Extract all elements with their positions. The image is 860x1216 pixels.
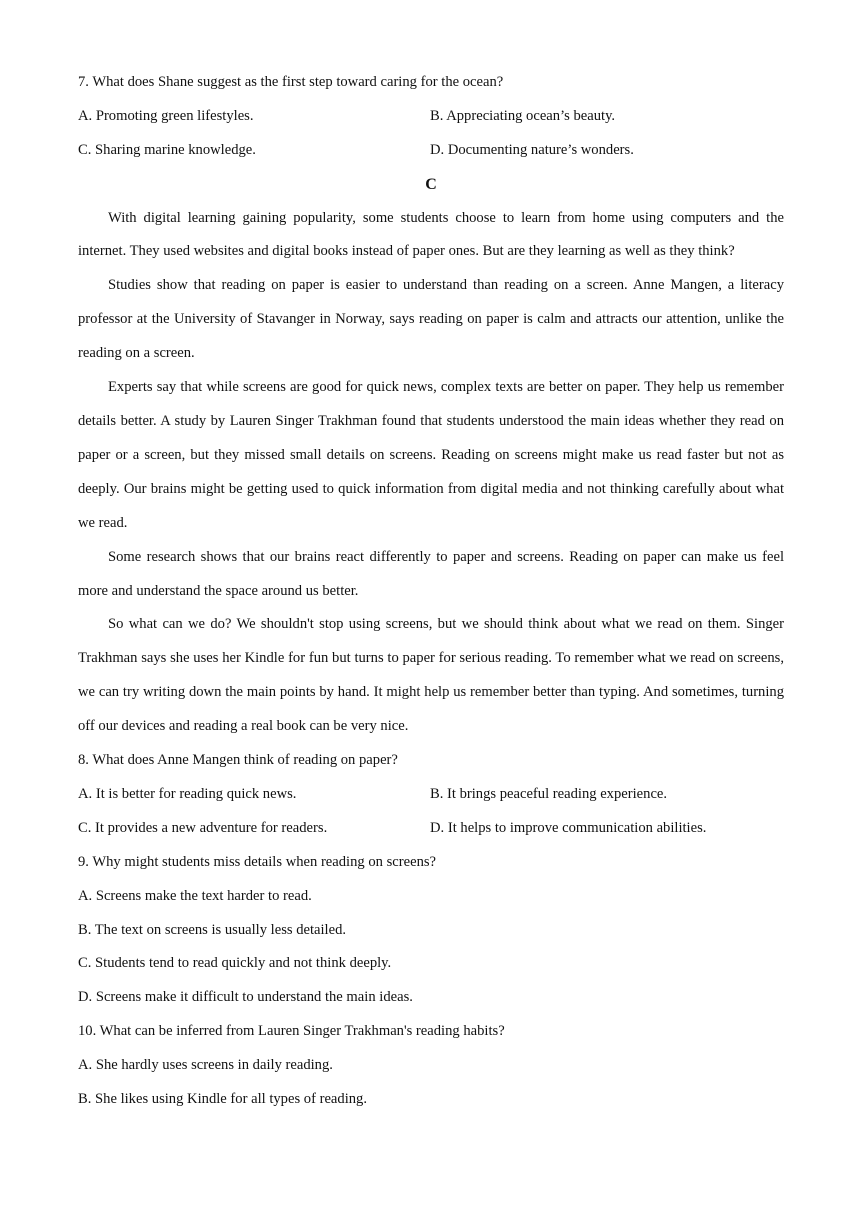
question-7-option-d: D. Documenting nature’s wonders. (430, 141, 634, 158)
question-8-options-row-2 (78, 812, 784, 846)
question-9-option-b: B. The text on screens is usually less detailed. (78, 921, 347, 938)
question-7-options-row-2 (78, 134, 784, 168)
passage-paragraph-1: With digital learning gaining popularity, some students choose to learn from home using computers and the internet. They used websites and digital books instead of paper ones. But are they learning as well as they think? (78, 209, 784, 260)
question-8-option-b: B. It brings peaceful reading experience. (430, 785, 668, 802)
question-8: 8. What does Anne Mangen think of reading on paper? (78, 752, 398, 769)
question-10-option-a: A. She hardly uses screens in daily reading. (78, 1057, 333, 1074)
question-8-option-a: A. It is better for reading quick news. (78, 785, 297, 802)
question-7-options-row-1 (78, 100, 784, 134)
passage-paragraph-4: Some research shows that our brains react differently to paper and screens. Reading on paper can make us feel more and understand the space around us better. (78, 548, 784, 599)
question-7-option-c: C. Sharing marine knowledge. (78, 141, 256, 158)
question-9: 9. Why might students miss details when reading on screens? (78, 853, 437, 870)
passage-paragraph-2: Studies show that reading on paper is easier to understand than reading on a screen. Anne Mangen, a literacy professor at the University of Stavanger in Norway, says reading on paper is calm and attracts our attention, unlike the reading on a screen. (78, 277, 784, 362)
exam-page (78, 66, 784, 1117)
passage-paragraph-5: So what can we do? We shouldn't stop using screens, but we should think about what we read on them. Singer Trakhman says she uses her Kindle for fun but turns to paper for serious reading. To remember what we read on screens, we can try writing down the main points by hand. It might help us remember better than typing. And sometimes, turning off our devices and reading a real book can be very nice. (78, 616, 784, 735)
question-10: 10. What can be inferred from Lauren Singer Trakhman's reading habits? (78, 1023, 505, 1040)
question-7-option-b: B. Appreciating ocean’s beauty. (430, 107, 616, 124)
question-8-option-c: C. It provides a new adventure for readers. (78, 819, 328, 836)
question-10-option-b: B. She likes using Kindle for all types of reading. (78, 1090, 367, 1107)
question-9-option-c: C. Students tend to read quickly and not think deeply. (78, 955, 392, 972)
question-9-option-d: D. Screens make it difficult to understand the main ideas. (78, 989, 413, 1006)
question-8-option-d: D. It helps to improve communication abilities. (430, 819, 707, 836)
question-7: 7. What does Shane suggest as the first step toward caring for the ocean? (78, 74, 504, 90)
question-8-options-row-1 (78, 778, 784, 812)
passage-paragraph-3: Experts say that while screens are good for quick news, complex texts are better on paper. They help us remember details better. A study by Lauren Singer Trakhman found that students understood the main ideas whether they read on paper or a screen, but they missed small details on screens. Reading on screens might make us read faster but not as deeply. Our brains might be getting used to quick information from digital media and not thinking carefully about what we read. (78, 379, 784, 531)
question-9-option-a: A. Screens make the text harder to read. (78, 887, 312, 904)
section-title: C (425, 175, 437, 193)
question-7-option-a: A. Promoting green lifestyles. (78, 107, 254, 124)
